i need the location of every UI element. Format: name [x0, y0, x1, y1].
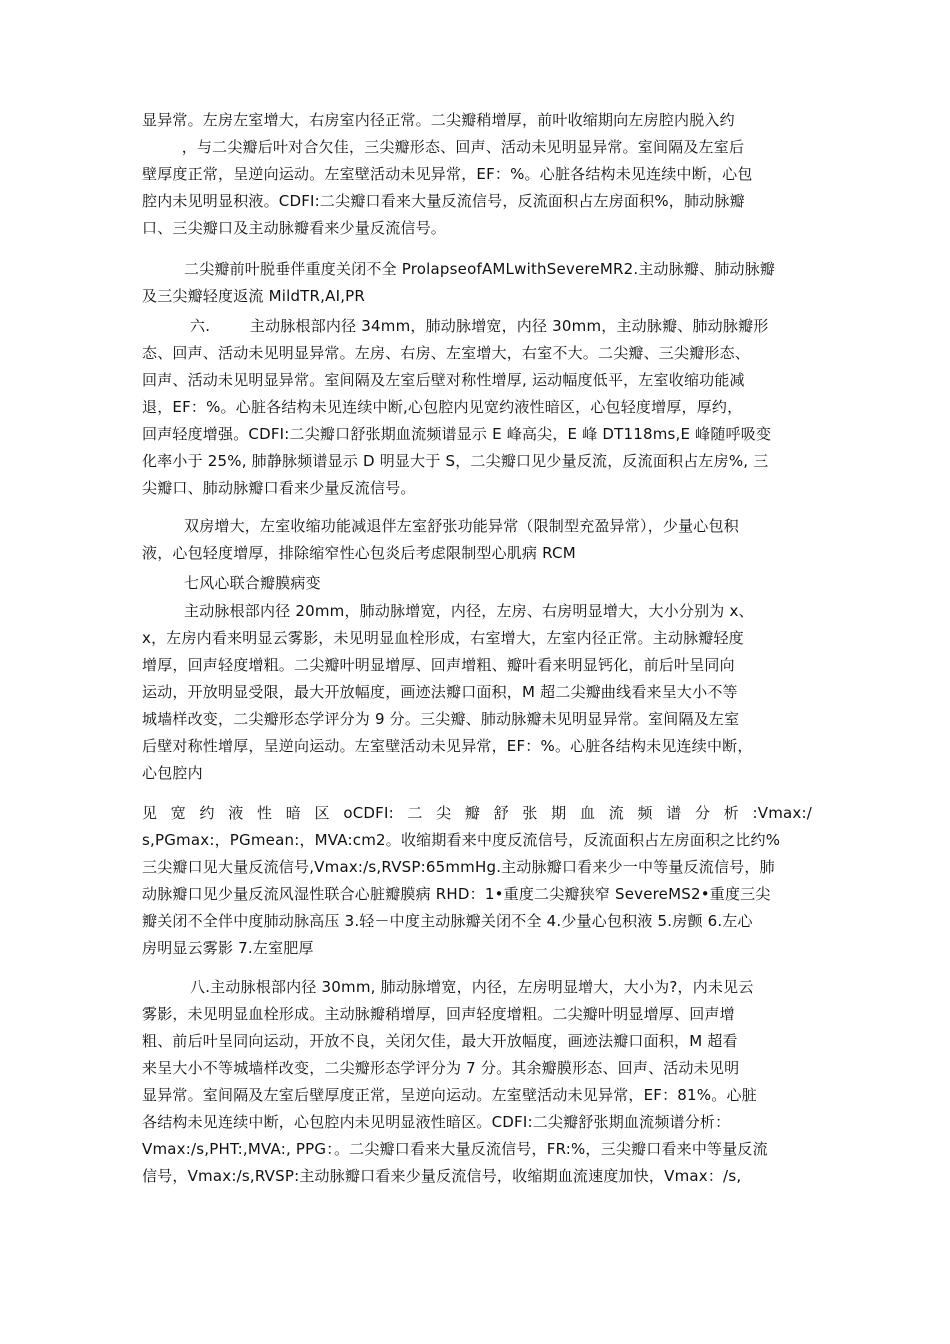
text-line: 回声轻度增强。CDFI:二尖瓣口舒张期血流频谱显示 E 峰高尖，E 峰 DT118ms,E 峰随呼吸变 — [142, 425, 772, 443]
text-line: 心包腔内 — [142, 764, 203, 782]
text-line: 三尖瓣口见大量反流信号,Vmax:/s,RVSP:65mmHg.主动脉瓣口看来少一中等量反流信号，肺 — [142, 858, 775, 876]
text-line: 动脉瓣口见少量反流风湿性联合心脏瓣膜病 RHD：1•重度二尖瓣狭窄 SevereMS2•重度三尖 — [142, 885, 771, 903]
text-line: x，左房内看来明显云雾影，未见明显血栓形成，右室增大，左室内径正常。主动脉瓣轻度 — [142, 629, 744, 647]
text-line: 八.主动脉根部内径 30mm, 肺动脉增宽，内径，左房明显增大，大小为?，内未见云 — [190, 978, 754, 996]
text-line: 瓣关闭不全伴中度肺动脉高压 3.轻－中度主动脉瓣关闭不全 4.少量心包积液 5.房颤 6.左心 — [142, 912, 753, 930]
text-line: 液，心包轻度增厚，排除缩窄性心包炎后考虑限制型心肌病 RCM — [142, 544, 576, 562]
text-line: 尖瓣口、肺动脉瓣口看来少量反流信号。 — [142, 479, 416, 497]
section-heading — [142, 570, 812, 597]
text-line: 口、三尖瓣口及主动脉瓣看来少量反流信号。 — [142, 219, 447, 237]
text-line: 化率小于 25%, 肺静脉频谱显示 D 明显大于 S，二尖瓣口见少量反流，反流面积占左房%, 三 — [142, 452, 769, 470]
text-line: 双房增大，左室收缩功能减退伴左室舒张功能异常（限制型充盈异常），少量心包积 — [184, 517, 739, 535]
text-line: 二尖瓣前叶脱垂伴重度关闭不全 ProlapseofAMLwithSevereMR2.主动脉瓣、肺动脉瓣 — [184, 260, 776, 278]
text-line: 显异常。室间隔及左室后壁厚度正常，呈逆向运动。左室壁活动未见异常，EF：81%。心脏 — [142, 1086, 757, 1104]
text-line: Vmax:/s,PHT:,MVA:, PPG：。二尖瓣口看来大量反流信号，FR:%，三尖瓣口看来中等量反流 — [142, 1140, 768, 1158]
text-line: 壁厚度正常，呈逆向运动。左室壁活动未见异常，EF：%。心脏各结构未见连续中断，心包 — [142, 165, 753, 183]
paragraph-3 — [142, 313, 812, 502]
text-line: 来呈大小不等城墙样改变，二尖瓣形态学评分为 7 分。其余瓣膜形态、回声、活动未见明 — [142, 1059, 740, 1077]
text-line: 七风心联合瓣膜病变 — [184, 574, 321, 592]
text-line: 腔内未见明显积液。CDFI:二尖瓣口看来大量反流信号，反流面积占左房面积%，肺动脉瓣 — [142, 192, 745, 210]
paragraph-4 — [142, 513, 812, 567]
text-line: 城墙样改变，二尖瓣形态学评分为 9 分。三尖瓣、肺动脉瓣未见明显异常。室间隔及左室 — [142, 710, 740, 728]
paragraph-1 — [142, 107, 812, 242]
text-line: 后壁对称性增厚，呈逆向运动。左室壁活动未见异常，EF：%。心脏各结构未见连续中断， — [142, 737, 753, 755]
paragraph-2 — [142, 256, 812, 310]
text-line: 见宽约液性暗区oCDFI:二尖瓣舒张期血流频谱分析:Vmax:/ — [142, 804, 812, 822]
text-line: 雾影，未见明显血栓形成。主动脉瓣稍增厚，回声轻度增粗。二尖瓣叶明显增厚、回声增 — [142, 1005, 735, 1023]
text-line: 退，EF：%。心脏各结构未见连续中断,心包腔内见宽约液性暗区，心包轻度增厚，厚约， — [142, 398, 743, 416]
paragraph-6 — [142, 598, 812, 787]
text-line: 信号，Vmax:/s,RVSP:主动脉瓣口看来少量反流信号，收缩期血流速度加快，Vmax：/s, — [142, 1167, 742, 1185]
text-line: 运动，开放明显受限，最大开放幅度，画迹法瓣口面积，M 超二尖瓣曲线看来呈大小不等 — [142, 683, 738, 701]
text-line: 态、回声、活动未见明显异常。左房、右房、左室增大，右室不大。二尖瓣、三尖瓣形态、 — [142, 344, 751, 362]
text-line: 及三尖瓣轻度返流 MildTR,AI,PR — [142, 287, 366, 305]
text-line: 六. 主动脉根部内径 34mm，肺动脉增宽，内径 30mm，主动脉瓣、肺动脉瓣形 — [190, 317, 769, 335]
text-line: 显异常。左房左室增大，右房室内径正常。二尖瓣稍增厚，前叶收缩期向左房腔内脱入约 — [142, 111, 735, 129]
text-line: 房明显云雾影 7.左室肥厚 — [142, 939, 314, 957]
text-line: 增厚，回声轻度增粗。二尖瓣叶明显增厚、回声增粗、瓣叶看来明显钙化，前后叶呈同向 — [142, 656, 735, 674]
text-line: s,PGmax:，PGmean:，MVA:cm2。收缩期看来中度反流信号，反流面积占左房面积之比约% — [142, 831, 781, 849]
paragraph-7 — [142, 800, 812, 962]
text-line: 回声、活动未见明显异常。室间隔及左室后壁对称性增厚, 运动幅度低平，左室收缩功能减 — [142, 371, 745, 389]
text-line: ，与二尖瓣后叶对合欠佳，三尖瓣形态、回声、活动未见明显异常。室间隔及左室后 — [142, 138, 745, 156]
text-line: 主动脉根部内径 20mm，肺动脉增宽，内径，左房、右房明显增大，大小分别为 x、 — [184, 602, 754, 620]
text-line: 各结构未见连续中断，心包腔内未见明显液性暗区。CDFI:二尖瓣舒张期血流频谱分析： — [142, 1113, 731, 1131]
text-line: 粗、前后叶呈同向运动，开放不良，关闭欠佳，最大开放幅度，画迹法瓣口面积，M 超看 — [142, 1032, 738, 1050]
paragraph-8 — [142, 974, 812, 1190]
